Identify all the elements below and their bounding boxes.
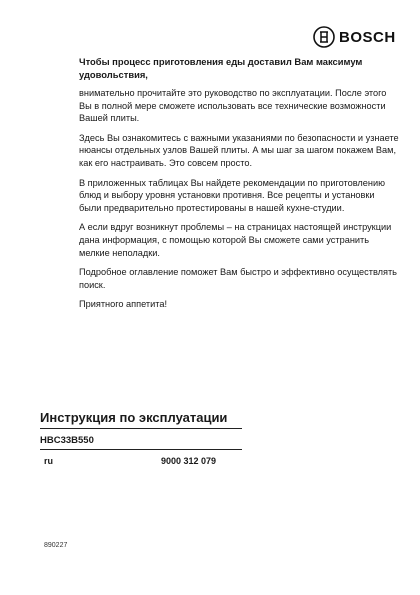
model-number: HBC33B550 bbox=[40, 435, 242, 450]
bosch-logo bbox=[313, 26, 396, 48]
paragraph: А если вдруг возникнут проблемы – на страницах настоящей инструкции дана информация, с помощью которой Вы сможете сами устранить мелкие неполадки. bbox=[79, 222, 392, 258]
intro-heading: Чтобы процесс приготовления еды доставил Вам максимум удовольствия, bbox=[79, 56, 363, 80]
paragraph: Подробное оглавление поможет Вам быстро и эффективно осуществлять поиск. bbox=[79, 267, 397, 290]
paragraph: В приложенных таблицах Вы найдете рекомендации по приготовлению блюд и выбору уровня установки противня. Все рецепты и установки были предварительно протестированы в нашей кухне-студии. bbox=[79, 177, 385, 213]
intro-text bbox=[79, 56, 399, 318]
print-code: 890227 bbox=[44, 542, 68, 549]
document-title: Инструкция по эксплуатации bbox=[40, 410, 242, 429]
brand-name: BOSCH bbox=[339, 28, 396, 46]
title-block bbox=[40, 410, 242, 450]
part-number: 9000 312 079 bbox=[161, 456, 217, 466]
paragraph: внимательно прочитайте это руководство по эксплуатации. После этого Вы в полной мере сможете использовать все технические возможности Вашей плиты. bbox=[79, 88, 387, 124]
paragraph: Приятного аппетита! bbox=[79, 299, 167, 310]
language-code: ru bbox=[44, 456, 53, 466]
paragraph: Здесь Вы ознакомитесь с важными указаниями по безопасности и узнаете нюансы отдельных узлов Вашей плиты. А мы шаг за шагом покажем Вам, как его настраивать. Это совсем просто. bbox=[79, 132, 399, 168]
bosch-armature-icon bbox=[313, 26, 335, 48]
